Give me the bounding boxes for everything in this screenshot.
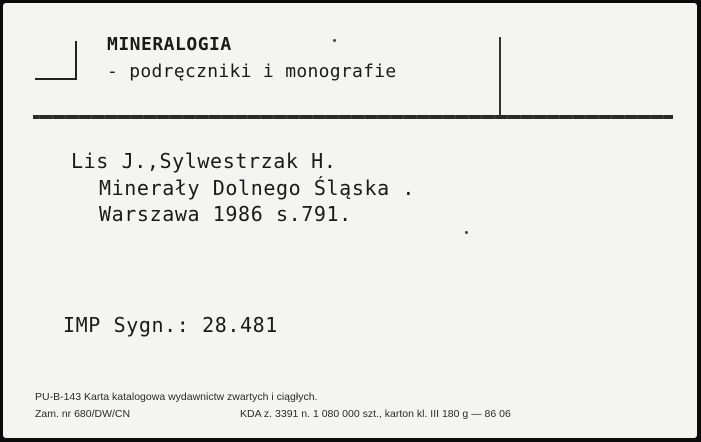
subject-subheading: - podręczniki i monografie <box>107 61 397 82</box>
catalog-card <box>3 3 697 438</box>
call-number-value: 28.481 <box>202 313 278 337</box>
subject-heading: MINERALOGIA <box>107 34 232 55</box>
entry-authors: Lis J.,Sylwestrzak H. <box>71 149 337 173</box>
header-horizontal-rule <box>33 115 673 119</box>
card-print-info <box>35 408 511 420</box>
entry-title: Minerały Dolnego Śląska . <box>99 176 416 200</box>
call-number-label: IMP Sygn.: <box>63 313 190 337</box>
order-number: Zam. nr 680/DW/CN <box>35 408 131 420</box>
card-form-info: PU-B-143 Karta katalogowa wydawnictw zwartych i ciągłych. <box>35 391 318 403</box>
ink-speck <box>333 39 336 42</box>
entry-imprint: Warszawa 1986 s.791. <box>99 202 352 226</box>
print-run-info: KDA z. 3391 n. 1 080 000 szt., karton kl. III 180 g — 86 06 <box>240 408 511 420</box>
header-vertical-rule <box>499 37 501 115</box>
call-number <box>63 313 278 337</box>
ink-speck <box>465 231 468 234</box>
header-bracket-vertical <box>75 41 77 80</box>
header-bracket-horizontal <box>35 78 77 80</box>
